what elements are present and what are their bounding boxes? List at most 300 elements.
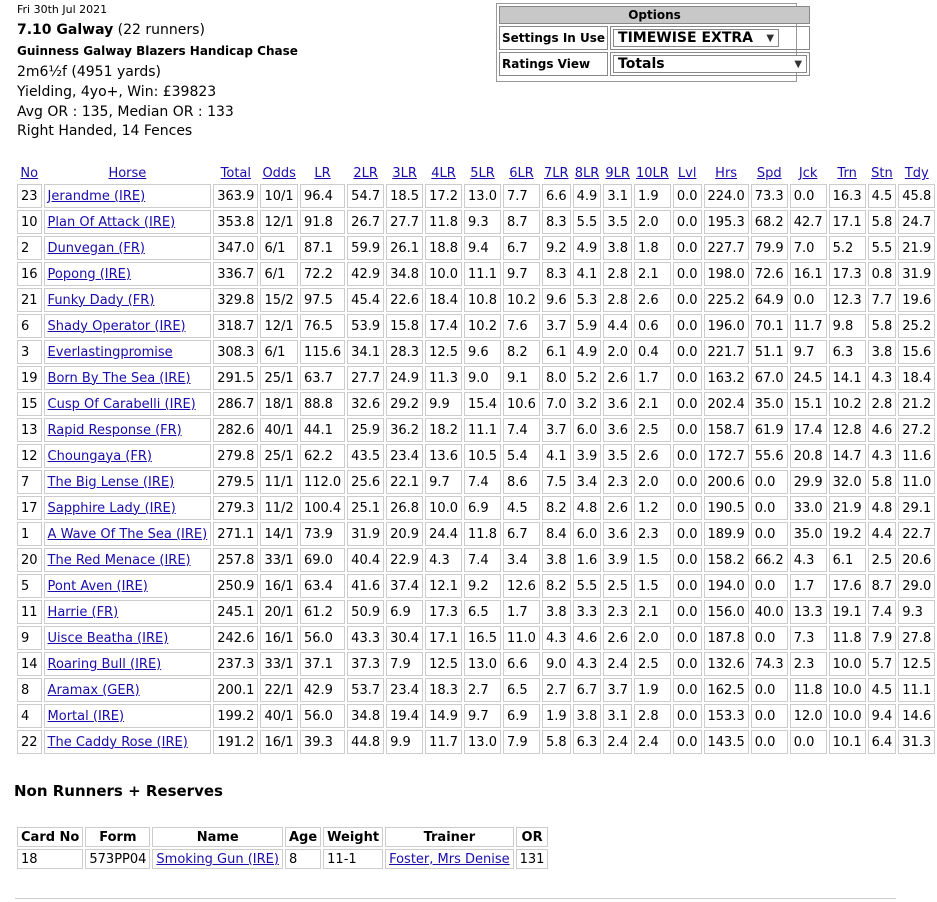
column-header-10lr[interactable]: 10LR bbox=[636, 166, 669, 181]
cell-6lr: 6.5 bbox=[503, 678, 540, 702]
cell-6lr: 8.6 bbox=[503, 470, 540, 494]
cell-7lr: 8.4 bbox=[542, 522, 571, 546]
horse-link[interactable]: Born By The Sea (IRE) bbox=[47, 370, 191, 386]
column-header-5lr[interactable]: 5LR bbox=[470, 166, 495, 181]
cell-6lr: 11.0 bbox=[503, 626, 540, 650]
cell-total: 279.5 bbox=[213, 470, 258, 494]
race-distance: 2m6½f (4951 yards) bbox=[17, 64, 161, 80]
horse-link[interactable]: Funky Dady (FR) bbox=[47, 292, 155, 308]
race-conditions: Yielding, 4yo+, Win: £39823 bbox=[17, 83, 217, 100]
cell-odds: 11/2 bbox=[260, 496, 298, 520]
race-time-course: 7.10 Galway bbox=[17, 22, 114, 38]
cell-4lr: 4.3 bbox=[425, 548, 462, 572]
cell-tdy: 27.2 bbox=[898, 418, 935, 442]
nr-header-age: Age bbox=[285, 827, 321, 847]
cell-spd: 51.1 bbox=[751, 340, 788, 364]
settings-cell bbox=[610, 26, 810, 50]
cell-no: 14 bbox=[17, 652, 42, 676]
cell-trn: 17.6 bbox=[829, 574, 866, 598]
cell-spd: 0.0 bbox=[751, 626, 788, 650]
cell-spd: 68.2 bbox=[751, 210, 788, 234]
horse-link[interactable]: Plan Of Attack (IRE) bbox=[47, 214, 176, 230]
horse-link[interactable]: Mortal (IRE) bbox=[47, 708, 125, 724]
cell-5lr: 10.8 bbox=[464, 288, 501, 312]
cell-stn: 7.7 bbox=[868, 288, 897, 312]
cell-9lr: 2.3 bbox=[603, 470, 632, 494]
cell-lr: 97.5 bbox=[300, 288, 345, 312]
cell-no: 22 bbox=[17, 730, 42, 754]
cell-lr: 73.9 bbox=[300, 522, 345, 546]
horse-link[interactable]: Rapid Response (FR) bbox=[47, 422, 182, 438]
cell-lr: 44.1 bbox=[300, 418, 345, 442]
cell-stn: 7.4 bbox=[868, 600, 897, 624]
cell-2lr: 59.9 bbox=[347, 236, 384, 260]
cell-stn: 4.8 bbox=[868, 496, 897, 520]
horse-link[interactable]: The Caddy Rose (IRE) bbox=[47, 734, 188, 750]
cell-3lr: 22.9 bbox=[386, 548, 423, 572]
cell-hrs: 158.2 bbox=[704, 548, 749, 572]
cell-hrs: 132.6 bbox=[704, 652, 749, 676]
cell-trn: 12.3 bbox=[829, 288, 866, 312]
cell-4lr: 12.5 bbox=[425, 340, 462, 364]
horse-link[interactable]: The Red Menace (IRE) bbox=[47, 552, 191, 568]
column-header-3lr[interactable]: 3LR bbox=[392, 166, 417, 181]
cell-trn: 19.2 bbox=[829, 522, 866, 546]
cell-hrs: 187.8 bbox=[704, 626, 749, 650]
cell-3lr: 15.8 bbox=[386, 314, 423, 338]
cell-odds: 10/1 bbox=[260, 184, 298, 208]
cell-2lr: 42.9 bbox=[347, 262, 384, 286]
column-header-8lr[interactable]: 8LR bbox=[574, 166, 600, 181]
cell-lr: 37.1 bbox=[300, 652, 345, 676]
cell-no: 9 bbox=[17, 626, 42, 650]
cell-7lr: 8.0 bbox=[542, 366, 571, 390]
cell-2lr: 53.7 bbox=[347, 678, 384, 702]
horse-link[interactable]: Jerandme (IRE) bbox=[47, 188, 146, 204]
cell-lvl: 0.0 bbox=[673, 522, 702, 546]
horse-link[interactable]: Harrie (FR) bbox=[47, 604, 119, 620]
cell-stn: 4.4 bbox=[868, 522, 897, 546]
cell-total: 257.8 bbox=[213, 548, 258, 572]
column-header-jck[interactable]: Jck bbox=[798, 166, 818, 181]
cell-spd: 74.3 bbox=[751, 652, 788, 676]
cell-7lr: 7.0 bbox=[542, 392, 571, 416]
column-header-horse[interactable]: Horse bbox=[108, 166, 147, 181]
cell-lvl: 0.0 bbox=[673, 236, 702, 260]
column-header-hrs[interactable]: Hrs bbox=[715, 166, 738, 181]
column-header-4lr[interactable]: 4LR bbox=[431, 166, 456, 181]
cell-8lr: 6.0 bbox=[573, 522, 602, 546]
horse-link[interactable]: Roaring Bull (IRE) bbox=[47, 656, 162, 672]
cell-4lr: 10.0 bbox=[425, 496, 462, 520]
cell-tdy: 14.6 bbox=[898, 704, 935, 728]
cell-lr: 88.8 bbox=[300, 392, 345, 416]
cell-8lr: 4.1 bbox=[573, 262, 602, 286]
cell-odds: 16/1 bbox=[260, 574, 298, 598]
cell-odds: 6/1 bbox=[260, 262, 298, 286]
cell-jck: 11.8 bbox=[790, 678, 827, 702]
horse-link[interactable]: The Big Lense (IRE) bbox=[47, 474, 175, 490]
cell-lr: 42.9 bbox=[300, 678, 345, 702]
cell-7lr: 3.7 bbox=[542, 314, 571, 338]
cell-lvl: 0.0 bbox=[673, 626, 702, 650]
cell-3lr: 18.5 bbox=[386, 184, 423, 208]
cell-jck: 2.3 bbox=[790, 652, 827, 676]
settings-select[interactable] bbox=[613, 29, 779, 47]
cell-9lr: 3.1 bbox=[603, 184, 632, 208]
cell-lr: 69.0 bbox=[300, 548, 345, 572]
cell-jck: 24.5 bbox=[790, 366, 827, 390]
horse-link[interactable]: A Wave Of The Sea (IRE) bbox=[47, 526, 208, 542]
cell-stn: 7.9 bbox=[868, 626, 897, 650]
cell-lvl: 0.0 bbox=[673, 184, 702, 208]
column-header-spd[interactable]: Spd bbox=[756, 166, 782, 181]
cell-5lr: 2.7 bbox=[464, 678, 501, 702]
horse-cell bbox=[44, 730, 212, 754]
cell-lvl: 0.0 bbox=[673, 548, 702, 572]
cell-7lr: 9.6 bbox=[542, 288, 571, 312]
cell-tdy: 31.3 bbox=[898, 730, 935, 754]
cell-8lr: 3.9 bbox=[573, 444, 602, 468]
cell-6lr: 7.9 bbox=[503, 730, 540, 754]
cell-8lr: 5.9 bbox=[573, 314, 602, 338]
cell-2lr: 34.8 bbox=[347, 704, 384, 728]
cell-10lr: 2.0 bbox=[634, 210, 671, 234]
column-header-6lr[interactable]: 6LR bbox=[509, 166, 534, 181]
cell-hrs: 153.3 bbox=[704, 704, 749, 728]
cell-8lr: 5.3 bbox=[573, 288, 602, 312]
cell-3lr: 30.4 bbox=[386, 626, 423, 650]
cell-2lr: 25.9 bbox=[347, 418, 384, 442]
cell-4lr: 9.9 bbox=[425, 392, 462, 416]
cell-trn: 17.1 bbox=[829, 210, 866, 234]
cell-odds: 14/1 bbox=[260, 522, 298, 546]
cell-jck: 20.8 bbox=[790, 444, 827, 468]
cell-tdy: 18.4 bbox=[898, 366, 935, 390]
cell-5lr: 6.5 bbox=[464, 600, 501, 624]
cell-spd: 0.0 bbox=[751, 522, 788, 546]
cell-5lr: 11.1 bbox=[464, 262, 501, 286]
cell-9lr: 2.5 bbox=[603, 574, 632, 598]
cell-lr: 56.0 bbox=[300, 704, 345, 728]
cell-2lr: 54.7 bbox=[347, 184, 384, 208]
ratings-table-header bbox=[17, 165, 935, 182]
cell-spd: 0.0 bbox=[751, 704, 788, 728]
cell-spd: 55.6 bbox=[751, 444, 788, 468]
cell-lvl: 0.0 bbox=[673, 730, 702, 754]
cell-lr: 115.6 bbox=[300, 340, 345, 364]
horse-link[interactable]: Cusp Of Carabelli (IRE) bbox=[47, 396, 196, 412]
cell-lr: 62.2 bbox=[300, 444, 345, 468]
cell-2lr: 43.3 bbox=[347, 626, 384, 650]
cell-9lr: 3.9 bbox=[603, 548, 632, 572]
cell-7lr: 9.2 bbox=[542, 236, 571, 260]
cell-9lr: 3.6 bbox=[603, 392, 632, 416]
cell-9lr: 3.7 bbox=[603, 678, 632, 702]
cell-total: 237.3 bbox=[213, 652, 258, 676]
cell-jck: 13.3 bbox=[790, 600, 827, 624]
cell-trn: 10.1 bbox=[829, 730, 866, 754]
cell-lr: 72.2 bbox=[300, 262, 345, 286]
cell-3lr: 24.9 bbox=[386, 366, 423, 390]
cell-total: 279.3 bbox=[213, 496, 258, 520]
cell-2lr: 25.1 bbox=[347, 496, 384, 520]
ratings-select[interactable] bbox=[613, 55, 807, 73]
column-header-total[interactable]: Total bbox=[220, 166, 252, 181]
cell-spd: 66.2 bbox=[751, 548, 788, 572]
cell-trn: 17.3 bbox=[829, 262, 866, 286]
cell-6lr: 12.6 bbox=[503, 574, 540, 598]
nr-cell-trainer bbox=[385, 849, 514, 869]
horse-cell bbox=[44, 288, 212, 312]
cell-no: 2 bbox=[17, 236, 42, 260]
cell-lr: 96.4 bbox=[300, 184, 345, 208]
cell-2lr: 31.9 bbox=[347, 522, 384, 546]
cell-lvl: 0.0 bbox=[673, 366, 702, 390]
cell-10lr: 1.9 bbox=[634, 184, 671, 208]
cell-lvl: 0.0 bbox=[673, 652, 702, 676]
cell-4lr: 11.7 bbox=[425, 730, 462, 754]
cell-3lr: 7.9 bbox=[386, 652, 423, 676]
column-header-no[interactable]: No bbox=[20, 166, 39, 181]
cell-6lr: 7.6 bbox=[503, 314, 540, 338]
divider bbox=[15, 898, 896, 899]
column-header-tdy[interactable]: Tdy bbox=[904, 166, 929, 181]
column-header-9lr[interactable]: 9LR bbox=[605, 166, 630, 181]
cell-5lr: 13.0 bbox=[464, 730, 501, 754]
cell-total: 200.1 bbox=[213, 678, 258, 702]
cell-4lr: 17.3 bbox=[425, 600, 462, 624]
cell-lvl: 0.0 bbox=[673, 444, 702, 468]
column-header-lr[interactable]: LR bbox=[314, 166, 331, 181]
cell-5lr: 11.1 bbox=[464, 418, 501, 442]
cell-4lr: 17.4 bbox=[425, 314, 462, 338]
table-row bbox=[17, 600, 935, 624]
cell-4lr: 24.4 bbox=[425, 522, 462, 546]
cell-total: 336.7 bbox=[213, 262, 258, 286]
cell-tdy: 9.3 bbox=[898, 600, 935, 624]
cell-8lr: 6.0 bbox=[573, 418, 602, 442]
cell-trn: 14.1 bbox=[829, 366, 866, 390]
horse-link[interactable]: Choungaya (FR) bbox=[47, 448, 152, 464]
cell-no: 11 bbox=[17, 600, 42, 624]
cell-stn: 2.5 bbox=[868, 548, 897, 572]
cell-hrs: 189.9 bbox=[704, 522, 749, 546]
cell-2lr: 43.5 bbox=[347, 444, 384, 468]
cell-lvl: 0.0 bbox=[673, 600, 702, 624]
cell-7lr: 6.1 bbox=[542, 340, 571, 364]
nr-cell-form: 573PP04 bbox=[85, 849, 150, 869]
horse-cell bbox=[44, 626, 212, 650]
cell-tdy: 11.6 bbox=[898, 444, 935, 468]
cell-spd: 64.9 bbox=[751, 288, 788, 312]
horse-link[interactable]: Sapphire Lady (IRE) bbox=[47, 500, 176, 516]
cell-10lr: 2.1 bbox=[634, 262, 671, 286]
horse-link[interactable]: Everlastingpromise bbox=[47, 344, 173, 360]
options-title: Options bbox=[499, 6, 810, 24]
cell-2lr: 27.7 bbox=[347, 366, 384, 390]
cell-3lr: 27.7 bbox=[386, 210, 423, 234]
horse-link[interactable]: Smoking Gun (IRE) bbox=[156, 851, 279, 867]
cell-2lr: 26.7 bbox=[347, 210, 384, 234]
horse-link[interactable]: Popong (IRE) bbox=[47, 266, 131, 282]
horse-link[interactable]: Uisce Beatha (IRE) bbox=[47, 630, 169, 646]
nr-header-name: Name bbox=[152, 827, 283, 847]
cell-8lr: 3.4 bbox=[573, 470, 602, 494]
cell-3lr: 26.1 bbox=[386, 236, 423, 260]
table-row bbox=[17, 184, 935, 208]
cell-6lr: 6.7 bbox=[503, 522, 540, 546]
nr-cell-weight: 11-1 bbox=[323, 849, 383, 869]
horse-link[interactable]: Shady Operator (IRE) bbox=[47, 318, 186, 334]
cell-odds: 6/1 bbox=[260, 236, 298, 260]
chevron-down-icon: ▼ bbox=[794, 58, 803, 70]
cell-5lr: 9.7 bbox=[464, 704, 501, 728]
cell-odds: 12/1 bbox=[260, 314, 298, 338]
cell-trn: 32.0 bbox=[829, 470, 866, 494]
horse-cell bbox=[44, 652, 212, 676]
table-row bbox=[17, 418, 935, 442]
cell-trn: 5.2 bbox=[829, 236, 866, 260]
cell-total: 347.0 bbox=[213, 236, 258, 260]
table-row bbox=[17, 496, 935, 520]
cell-stn: 4.5 bbox=[868, 184, 897, 208]
cell-4lr: 18.4 bbox=[425, 288, 462, 312]
cell-no: 5 bbox=[17, 574, 42, 598]
cell-spd: 0.0 bbox=[751, 678, 788, 702]
cell-3lr: 26.8 bbox=[386, 496, 423, 520]
cell-10lr: 1.8 bbox=[634, 236, 671, 260]
cell-9lr: 2.8 bbox=[603, 262, 632, 286]
horse-cell bbox=[44, 522, 212, 546]
cell-jck: 0.0 bbox=[790, 184, 827, 208]
cell-8lr: 6.7 bbox=[573, 678, 602, 702]
horse-link[interactable]: Dunvegan (FR) bbox=[47, 240, 145, 256]
table-row bbox=[17, 470, 935, 494]
cell-odds: 25/1 bbox=[260, 366, 298, 390]
nr-cell-card-no: 18 bbox=[17, 849, 83, 869]
cell-hrs: 172.7 bbox=[704, 444, 749, 468]
cell-odds: 15/2 bbox=[260, 288, 298, 312]
cell-3lr: 20.9 bbox=[386, 522, 423, 546]
cell-stn: 5.8 bbox=[868, 470, 897, 494]
cell-6lr: 10.6 bbox=[503, 392, 540, 416]
cell-9lr: 2.8 bbox=[603, 288, 632, 312]
cell-no: 20 bbox=[17, 548, 42, 572]
cell-6lr: 8.2 bbox=[503, 340, 540, 364]
cell-9lr: 2.0 bbox=[603, 340, 632, 364]
cell-jck: 42.7 bbox=[790, 210, 827, 234]
column-header-odds[interactable]: Odds bbox=[262, 166, 296, 181]
ratings-cell bbox=[610, 52, 810, 76]
cell-hrs: 221.7 bbox=[704, 340, 749, 364]
cell-spd: 70.1 bbox=[751, 314, 788, 338]
cell-8lr: 1.6 bbox=[573, 548, 602, 572]
cell-7lr: 8.2 bbox=[542, 496, 571, 520]
cell-7lr: 5.8 bbox=[542, 730, 571, 754]
column-header-trn[interactable]: Trn bbox=[837, 166, 857, 181]
cell-total: 308.3 bbox=[213, 340, 258, 364]
table-row bbox=[17, 210, 935, 234]
cell-jck: 0.0 bbox=[790, 288, 827, 312]
cell-spd: 79.9 bbox=[751, 236, 788, 260]
horse-cell bbox=[44, 470, 212, 494]
cell-10lr: 0.4 bbox=[634, 340, 671, 364]
cell-odds: 33/1 bbox=[260, 652, 298, 676]
cell-tdy: 21.9 bbox=[898, 236, 935, 260]
cell-10lr: 1.5 bbox=[634, 574, 671, 598]
column-header-stn[interactable]: Stn bbox=[871, 166, 893, 181]
cell-lr: 100.4 bbox=[300, 496, 345, 520]
column-header-7lr[interactable]: 7LR bbox=[544, 166, 569, 181]
cell-7lr: 1.9 bbox=[542, 704, 571, 728]
cell-9lr: 3.8 bbox=[603, 236, 632, 260]
cell-9lr: 2.3 bbox=[603, 600, 632, 624]
cell-trn: 19.1 bbox=[829, 600, 866, 624]
nr-header-weight: Weight bbox=[323, 827, 383, 847]
cell-3lr: 22.6 bbox=[386, 288, 423, 312]
cell-6lr: 7.4 bbox=[503, 418, 540, 442]
cell-6lr: 8.7 bbox=[503, 210, 540, 234]
ratings-label: Ratings View bbox=[499, 52, 608, 76]
cell-trn: 21.9 bbox=[829, 496, 866, 520]
column-header-lvl[interactable]: Lvl bbox=[677, 166, 697, 181]
race-header bbox=[17, 3, 487, 142]
cell-10lr: 2.6 bbox=[634, 444, 671, 468]
cell-lvl: 0.0 bbox=[673, 678, 702, 702]
cell-6lr: 9.1 bbox=[503, 366, 540, 390]
cell-6lr: 9.7 bbox=[503, 262, 540, 286]
cell-total: 242.6 bbox=[213, 626, 258, 650]
table-row bbox=[17, 340, 935, 364]
cell-10lr: 1.9 bbox=[634, 678, 671, 702]
cell-lr: 76.5 bbox=[300, 314, 345, 338]
horse-cell bbox=[44, 574, 212, 598]
cell-7lr: 4.3 bbox=[542, 626, 571, 650]
table-row bbox=[17, 236, 935, 260]
cell-7lr: 8.3 bbox=[542, 210, 571, 234]
cell-odds: 20/1 bbox=[260, 600, 298, 624]
cell-5lr: 16.5 bbox=[464, 626, 501, 650]
cell-hrs: 196.0 bbox=[704, 314, 749, 338]
cell-5lr: 13.0 bbox=[464, 652, 501, 676]
cell-hrs: 224.0 bbox=[704, 184, 749, 208]
column-header-2lr[interactable]: 2LR bbox=[353, 166, 378, 181]
cell-total: 363.9 bbox=[213, 184, 258, 208]
cell-total: 329.8 bbox=[213, 288, 258, 312]
horse-cell bbox=[44, 366, 212, 390]
cell-tdy: 29.0 bbox=[898, 574, 935, 598]
cell-trn: 9.8 bbox=[829, 314, 866, 338]
cell-3lr: 36.2 bbox=[386, 418, 423, 442]
horse-cell bbox=[44, 418, 212, 442]
cell-3lr: 34.8 bbox=[386, 262, 423, 286]
trainer-link[interactable]: Foster, Mrs Denise bbox=[389, 851, 510, 867]
cell-4lr: 18.8 bbox=[425, 236, 462, 260]
course-info: Right Handed, 14 Fences bbox=[17, 123, 193, 140]
cell-7lr: 7.5 bbox=[542, 470, 571, 494]
cell-odds: 6/1 bbox=[260, 340, 298, 364]
cell-total: 318.7 bbox=[213, 314, 258, 338]
cell-jck: 29.9 bbox=[790, 470, 827, 494]
cell-no: 23 bbox=[17, 184, 42, 208]
horse-link[interactable]: Aramax (GER) bbox=[47, 682, 140, 698]
horse-link[interactable]: Pont Aven (IRE) bbox=[47, 578, 148, 594]
horse-cell bbox=[44, 496, 212, 520]
cell-spd: 40.0 bbox=[751, 600, 788, 624]
horse-cell bbox=[44, 704, 212, 728]
cell-9lr: 3.5 bbox=[603, 210, 632, 234]
